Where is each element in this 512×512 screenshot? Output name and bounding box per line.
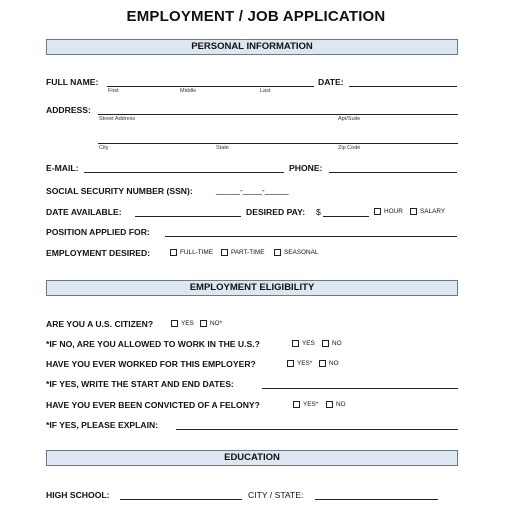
salary-checkbox[interactable] <box>410 208 417 215</box>
city-state-field[interactable] <box>315 499 438 500</box>
desired-pay-field[interactable] <box>323 216 369 217</box>
part-time-label: PART-TIME <box>231 249 265 256</box>
allowed-yes-label: YES <box>302 340 315 347</box>
middle-name-hint: Middle <box>180 88 197 94</box>
phone-field[interactable] <box>329 172 457 173</box>
allowed-no-option[interactable] <box>322 340 342 347</box>
felony-no-option[interactable] <box>326 401 346 408</box>
high-school-field[interactable] <box>120 499 242 500</box>
apt-suite-hint: Apt/Suite <box>338 116 361 122</box>
high-school-label: HIGH SCHOOL: <box>46 490 110 500</box>
seasonal-label: SEASONAL <box>284 249 319 256</box>
ssn-label: SOCIAL SECURITY NUMBER (SSN): <box>46 186 193 196</box>
dates-question: *IF YES, WRITE THE START AND END DATES: <box>46 379 234 389</box>
citizen-no-label: NO* <box>210 320 223 327</box>
start-end-dates-field[interactable] <box>262 388 458 389</box>
hour-option[interactable] <box>374 208 403 215</box>
allowed-yes-option[interactable] <box>292 340 315 347</box>
address-label: ADDRESS: <box>46 105 91 115</box>
section-header-education: EDUCATION <box>46 450 458 466</box>
salary-option[interactable] <box>410 208 445 215</box>
allowed-question: *IF NO, ARE YOU ALLOWED TO WORK IN THE U.S.? <box>46 339 260 349</box>
salary-label: SALARY <box>420 208 446 215</box>
desired-pay-label: DESIRED PAY: <box>246 207 306 217</box>
full-time-checkbox[interactable] <box>170 249 177 256</box>
explain-question: *IF YES, PLEASE EXPLAIN: <box>46 420 159 430</box>
part-time-option[interactable] <box>221 249 265 256</box>
full-time-option[interactable] <box>170 249 213 256</box>
email-field[interactable] <box>84 172 284 173</box>
state-hint: State <box>216 145 229 151</box>
worked-no-label: NO <box>329 360 339 367</box>
section-header-eligibility: EMPLOYMENT ELIGIBILITY <box>46 280 458 296</box>
seasonal-option[interactable] <box>274 249 318 256</box>
form-title: EMPLOYMENT / JOB APPLICATION <box>126 8 386 25</box>
citizen-yes-checkbox[interactable] <box>171 320 178 327</box>
explain-field[interactable] <box>176 429 458 430</box>
felony-question: HAVE YOU EVER BEEN CONVICTED OF A FELONY? <box>46 400 260 410</box>
zip-code-hint: Zip Code <box>338 145 361 151</box>
date-available-label: DATE AVAILABLE: <box>46 207 122 217</box>
citizen-no-option[interactable] <box>200 320 222 327</box>
date-available-field[interactable] <box>135 216 241 217</box>
worked-no-option[interactable] <box>319 360 339 367</box>
felony-yes-option[interactable] <box>293 401 318 408</box>
allowed-no-checkbox[interactable] <box>322 340 329 347</box>
felony-yes-checkbox[interactable] <box>293 401 300 408</box>
section-header-personal: PERSONAL INFORMATION <box>46 39 458 55</box>
city-state-zip-field[interactable] <box>98 143 458 144</box>
phone-label: PHONE: <box>289 163 323 173</box>
date-label: DATE: <box>318 77 344 87</box>
position-label: POSITION APPLIED FOR: <box>46 227 150 237</box>
street-address-hint: Street Address <box>99 116 136 122</box>
street-address-field[interactable] <box>98 114 458 115</box>
citizen-yes-label: YES <box>181 320 194 327</box>
hour-label: HOUR <box>384 208 403 215</box>
position-field[interactable] <box>165 236 457 237</box>
hour-checkbox[interactable] <box>374 208 381 215</box>
worked-yes-option[interactable] <box>287 360 312 367</box>
date-field[interactable] <box>349 86 457 87</box>
felony-no-label: NO <box>336 401 346 408</box>
citizen-yes-option[interactable] <box>171 320 194 327</box>
pay-dollar-sign: $ <box>316 207 321 217</box>
felony-no-checkbox[interactable] <box>326 401 333 408</box>
seasonal-checkbox[interactable] <box>274 249 281 256</box>
worked-yes-label: YES* <box>297 360 313 367</box>
citizen-no-checkbox[interactable] <box>200 320 207 327</box>
citizen-question: ARE YOU A U.S. CITIZEN? <box>46 319 154 329</box>
city-hint: City <box>99 145 109 151</box>
worked-no-checkbox[interactable] <box>319 360 326 367</box>
full-name-label: FULL NAME: <box>46 77 99 87</box>
city-state-label: CITY / STATE: <box>248 490 304 500</box>
full-name-field[interactable] <box>107 86 314 87</box>
email-label: E-MAIL: <box>46 163 79 173</box>
first-name-hint: First <box>108 88 119 94</box>
worked-question: HAVE YOU EVER WORKED FOR THIS EMPLOYER? <box>46 359 256 369</box>
full-time-label: FULL-TIME <box>180 249 214 256</box>
employment-desired-label: EMPLOYMENT DESIRED: <box>46 248 151 258</box>
ssn-field[interactable]: _____-____-_____ <box>216 185 289 195</box>
worked-yes-checkbox[interactable] <box>287 360 294 367</box>
allowed-yes-checkbox[interactable] <box>292 340 299 347</box>
part-time-checkbox[interactable] <box>221 249 228 256</box>
last-name-hint: Last <box>260 88 271 94</box>
felony-yes-label: YES* <box>303 401 319 408</box>
allowed-no-label: NO <box>332 340 342 347</box>
